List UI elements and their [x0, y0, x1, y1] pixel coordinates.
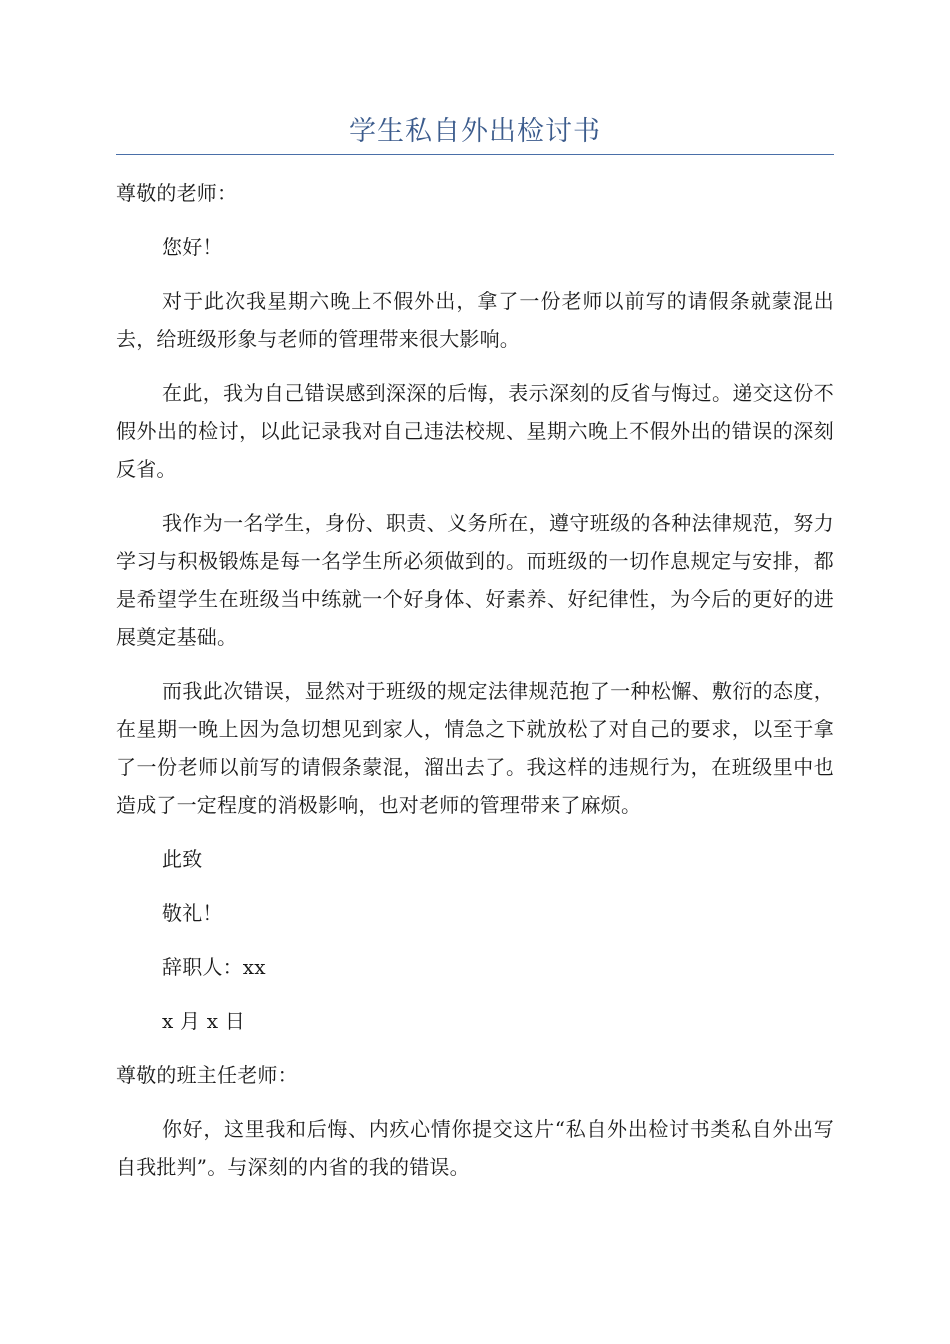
- closing-salute: 敬礼！: [162, 901, 223, 925]
- paragraph: 对于此次我星期六晚上不假外出，拿了一份老师以前写的请假条就蒙混出去，给班级形象与老师的管理带来很大影响。: [116, 289, 834, 351]
- salutation: 尊敬的班主任老师：: [116, 1063, 298, 1087]
- salutation: 尊敬的老师：: [116, 181, 238, 205]
- date: x 月 x 日: [162, 1009, 246, 1033]
- closing-line: 此致: [162, 847, 203, 871]
- title-divider: [116, 154, 834, 155]
- paragraph: 你好，这里我和后悔、内疚心情你提交这片“私自外出检讨书类私自外出写自我批判”。与深刻的内省的我的错误。: [116, 1117, 834, 1179]
- signature: 辞职人：xx: [162, 955, 266, 979]
- paragraph: 而我此次错误，显然对于班级的规定法律规范抱了一种松懈、敷衍的态度，在星期一晚上因为急切想见到家人，情急之下就放松了对自己的要求，以至于拿了一份老师以前写的请假条蒙混，溜出去了。我这样的违规行为，在班级里中也造成了一定程度的消极影响，也对老师的管理带来了麻烦。: [116, 679, 834, 817]
- document-body: [116, 174, 834, 1202]
- paragraph: 在此，我为自己错误感到深深的后悔，表示深刻的反省与悔过。递交这份不假外出的检讨，以此记录我对自己违法校规、星期六晚上不假外出的错误的深刻反省。: [116, 381, 834, 481]
- greeting: 您好！: [162, 235, 223, 259]
- paragraph: 我作为一名学生，身份、职责、义务所在，遵守班级的各种法律规范，努力学习与积极锻炼是每一名学生所必须做到的。而班级的一切作息规定与安排，都是希望学生在班级当中练就一个好身体、好素养、好纪律性，为今后的更好的进展奠定基础。: [116, 511, 834, 649]
- document-title: 学生私自外出检讨书: [349, 116, 601, 147]
